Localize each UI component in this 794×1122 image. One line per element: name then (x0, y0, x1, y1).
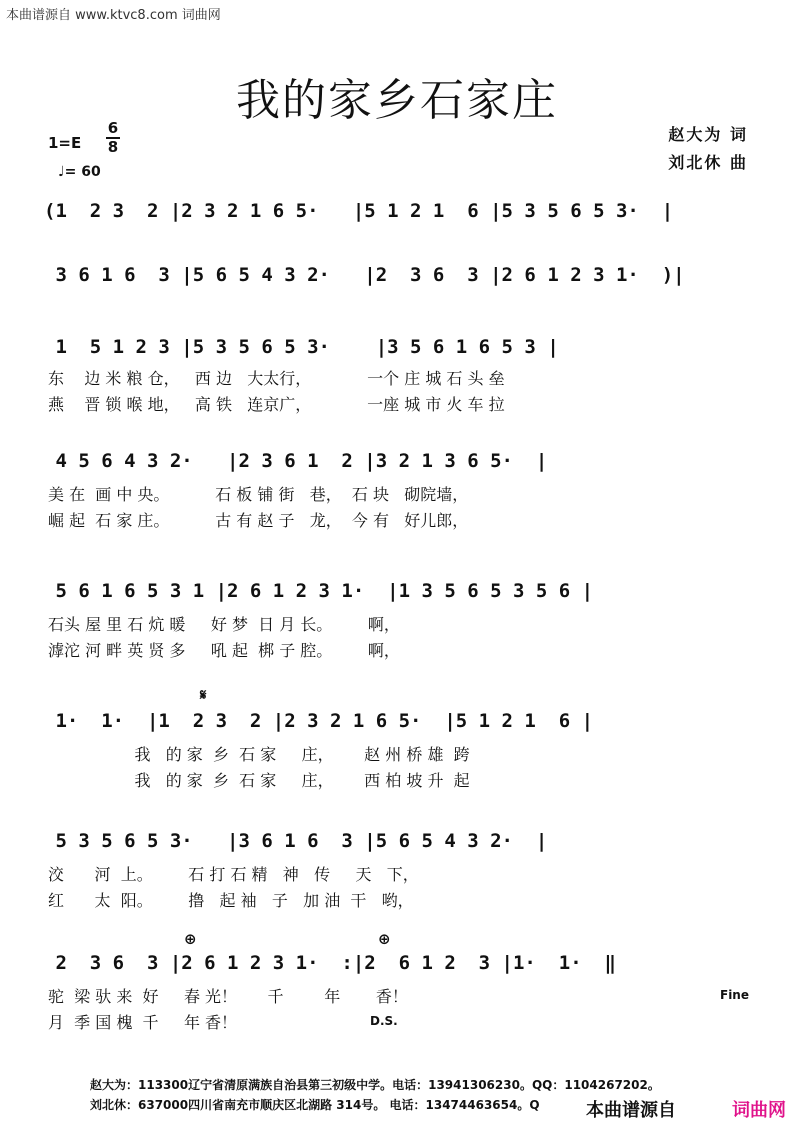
ds-mark: D.S. (370, 1014, 398, 1028)
footer-contact-1: 赵大为：113300辽宁省清原满族自治县第三初级中学。电话：13941306230。QQ：1104267202。 (90, 1078, 660, 1092)
lyrics-verse-2: 崛 起 石 家 庄。 古 有 赵 子 龙， 今 有 好儿郎， (48, 511, 469, 530)
lyrics-verse-2: 滹沱 河 畔 英 贤 多 吼 起 梆 子 腔。 啊， (48, 641, 400, 660)
time-signature (106, 120, 120, 156)
composer-credit: 刘北休 曲 (668, 153, 748, 172)
logo-source: 本曲谱源自 (586, 1100, 676, 1121)
lyrics-verse-1: 我 的 家 乡 石 家 庄， 赵 州 桥 雄 跨 (48, 745, 470, 764)
lyrics-verse-1: 洨 河 上。 石 打 石 精 神 传 天 下， (48, 865, 419, 884)
lyricist-credit: 赵大为 词 (668, 125, 748, 144)
lyrics-verse-1: 驼 梁 驮 来 好 春 光！ 千 年 香！ (48, 987, 408, 1006)
tempo-mark: ♩= 60 (58, 164, 101, 180)
notation-line: 3 6 1 6 3 |5 6 5 4 3 2· |2 3 6 3 |2 6 1 2 3 1· )| (44, 264, 685, 286)
meter-bottom: 8 (107, 138, 119, 156)
coda-icon: ⊕ (184, 930, 197, 948)
lyrics-verse-1: 美 在 画 中 央。 石 板 铺 街 巷， 石 块 砌院墙， (48, 485, 469, 504)
notation-line: 4 5 6 4 3 2· |2 3 6 1 2 |3 2 1 3 6 5· | (44, 450, 548, 472)
lyrics-verse-2: 月 季 国 槐 千 年 香！ (48, 1013, 238, 1032)
site-header: 本曲谱源自 www.ktvc8.com 词曲网 (6, 8, 221, 23)
fine-mark: Fine (720, 988, 749, 1002)
coda-icon: ⊕ (378, 930, 391, 948)
notation-line: 1 5 1 2 3 |5 3 5 6 5 3· |3 5 6 1 6 5 3 | (44, 336, 559, 358)
footer-contact-2: 刘北休：637000四川省南充市顺庆区北湖路 314号。 电话：13474463654。Q (90, 1098, 540, 1112)
lyrics-verse-1: 石头 屋 里 石 炕 暖 好 梦 日 月 长。 啊， (48, 615, 400, 634)
key-signature: 1=E (48, 134, 82, 152)
logo-site: 词曲网 (732, 1100, 786, 1121)
lyrics-verse-2: 我 的 家 乡 石 家 庄， 西 柏 坡 升 起 (48, 771, 470, 790)
lyrics-verse-1: 东 边 米 粮 仓， 西 边 大太行， 一个 庄 城 石 头 垒 (48, 369, 505, 388)
lyrics-verse-2: 红 太 阳。 撸 起 袖 子 加 油 干 哟， (48, 891, 414, 910)
notation-line: 2 3 6 3 |2 6 1 2 3 1· :|2 6 1 2 3 |1· 1· ‖ (44, 952, 616, 974)
notation-line: 1· 1· |1 2 3 2 |2 3 2 1 6 5· |5 1 2 1 6 | (44, 710, 594, 732)
notation-line: 5 3 5 6 5 3· |3 6 1 6 3 |5 6 5 4 3 2· | (44, 830, 548, 852)
lyrics-verse-2: 燕 晋 锁 喉 地， 高 铁 连京广， 一座 城 市 火 车 拉 (48, 395, 505, 414)
meter-top: 6 (107, 119, 119, 137)
notation-line: (1 2 3 2 |2 3 2 1 6 5· |5 1 2 1 6 |5 3 5 6 5 3· | (44, 200, 674, 222)
song-title: 我的家乡石家庄 (236, 75, 558, 126)
notation-line: 5 6 1 6 5 3 1 |2 6 1 2 3 1· |1 3 5 6 5 3 5 6 | (44, 580, 594, 602)
segno-icon: 𝄋 (200, 686, 207, 704)
